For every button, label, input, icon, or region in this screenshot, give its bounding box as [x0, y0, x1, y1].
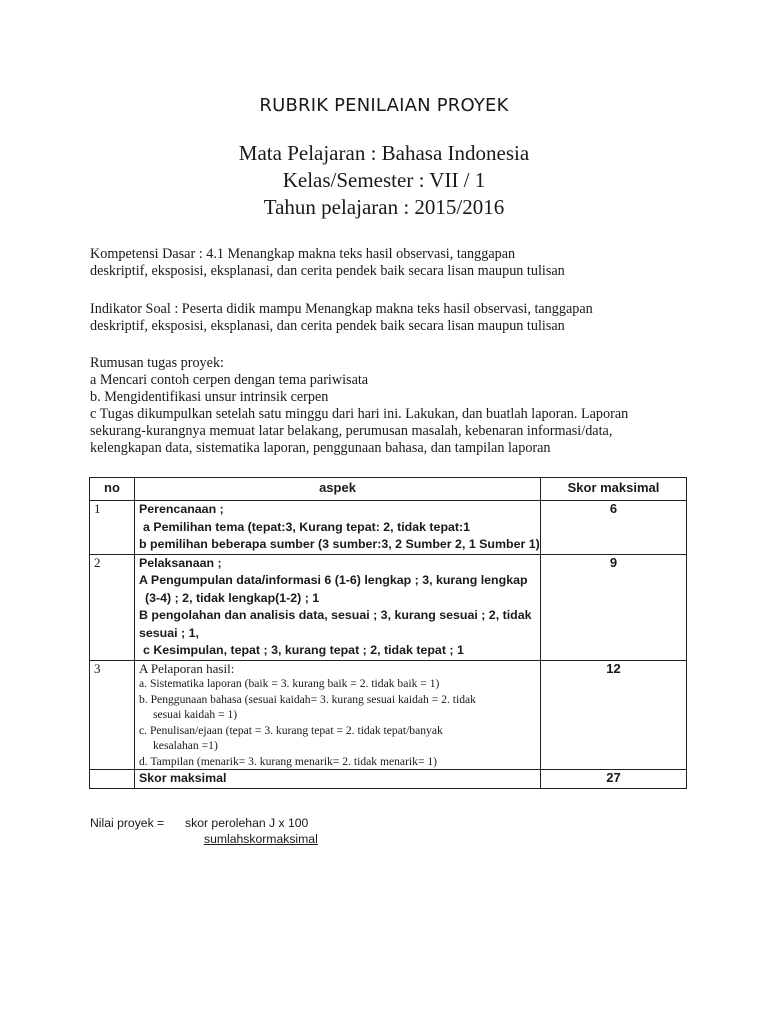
header-skor: Skor maksimal — [541, 478, 687, 501]
skor-cell: 9 — [541, 554, 687, 660]
indikator-line-1: Indikator Soal : Peserta didik mampu Menangkap makna teks hasil observasi, tanggapan — [90, 301, 593, 317]
kompetensi-line-1: Kompetensi Dasar : 4.1 Menangkap makna teks hasil observasi, tanggapan — [90, 246, 516, 262]
document-title: RUBRIK PENILAIAN PROYEK — [259, 95, 509, 116]
aspek-line: Perencanaan ; — [139, 502, 224, 516]
table-row — [90, 554, 687, 660]
total-empty-cell — [90, 770, 135, 789]
indikator-soal — [90, 301, 690, 335]
aspek-line: (3-4) ; 2, tidak lengkap(1-2) ; 1 — [145, 590, 320, 605]
aspek-cell — [135, 660, 541, 770]
task-c-line-1: c Tugas dikumpulkan setelah satu minggu dari hari ini. Lakukan, dan buatlah laporan. Laporan — [90, 406, 629, 422]
tasks-heading: Rumusan tugas proyek: — [90, 355, 224, 371]
kompetensi-dasar — [90, 246, 690, 280]
indikator-line-2: deskriptif, eksposisi, eksplanasi, dan cerita pendek baik secara lisan maupun tulisan — [90, 318, 565, 334]
aspek-line: a. Sistematika laporan (baik = 3. kurang baik = 2. tidak baik = 1) — [139, 677, 440, 690]
aspek-line: A Pengumpulan data/informasi 6 (1-6) lengkap ; 3, kurang lengkap — [139, 573, 528, 587]
academic-year-line: Tahun pelajaran : 2015/2016 — [263, 195, 505, 219]
table-row — [90, 501, 687, 555]
total-value: 27 — [541, 770, 687, 789]
table-total-row — [90, 770, 687, 789]
kompetensi-line-2: deskriptif, eksposisi, eksplanasi, dan cerita pendek baik secara lisan maupun tulisan — [90, 263, 565, 279]
row-number: 1 — [90, 501, 135, 555]
class-semester-line: Kelas/Semester : VII / 1 — [282, 168, 486, 192]
aspek-line: c Kesimpulan, tepat ; 3, kurang tepat ; 2, tidak tepat ; 1 — [143, 643, 464, 657]
row-number: 2 — [90, 554, 135, 660]
aspek-line: a Pemilihan tema (tepat:3, Kurang tepat: 2, tidak tepat:1 — [143, 519, 471, 534]
project-tasks — [90, 355, 690, 457]
subject-line: Mata Pelajaran : Bahasa Indonesia — [238, 141, 530, 165]
aspek-line: d. Tampilan (menarik= 3. kurang menarik= 2. tidak menarik= 1) — [139, 754, 438, 768]
aspek-cell — [135, 554, 541, 660]
aspek-line: Pelaksanaan ; — [139, 555, 222, 570]
aspek-line: A Pelaporan hasil: — [139, 660, 235, 676]
aspek-cell — [135, 501, 541, 555]
header-aspek: aspek — [135, 478, 541, 501]
formula-numerator: skor perolehan J x 100 — [185, 816, 309, 830]
table-row — [90, 660, 687, 770]
task-b: b. Mengidentifikasi unsur intrinsik cerpen — [90, 389, 329, 405]
aspek-line: sesuai kaidah = 1) — [153, 708, 238, 721]
row-number: 3 — [90, 660, 135, 770]
score-formula — [90, 815, 318, 847]
aspek-line: sesuai ; 1, — [139, 625, 199, 640]
task-c-line-3: kelengkapan data, sistematika laporan, penggunaan bahasa, dan tampilan laporan — [90, 440, 551, 456]
table-header-row — [90, 478, 687, 501]
aspek-line: B pengolahan dan analisis data, sesuai ; 3, kurang sesuai ; 2, tidak — [139, 608, 532, 622]
formula-denominator: sumlahskormaksimal — [204, 832, 318, 846]
rubric-table — [89, 477, 687, 789]
aspek-line: b. Penggunaan bahasa (sesuai kaidah= 3. kurang sesuai kaidah = 2. tidak — [139, 692, 476, 706]
aspek-line: b pemilihan beberapa sumber (3 sumber:3, 2 Sumber 2, 1 Sumber 1) — [139, 537, 540, 551]
skor-cell: 6 — [541, 501, 687, 555]
aspek-line: kesalahan =1) — [153, 739, 218, 752]
aspek-line: c. Penulisan/ejaan (tepat = 3. kurang tepat = 2. tidak tepat/banyak — [139, 723, 443, 737]
task-a: a Mencari contoh cerpen dengan tema pariwisata — [90, 372, 369, 388]
task-c-line-2: sekurang-kurangnya memuat latar belakang, perumusan masalah, kebenaran informasi/data, — [90, 423, 613, 439]
total-label: Skor maksimal — [135, 770, 541, 789]
skor-cell: 12 — [541, 660, 687, 770]
header-no: no — [90, 478, 135, 501]
formula-label: Nilai proyek = — [90, 816, 165, 830]
